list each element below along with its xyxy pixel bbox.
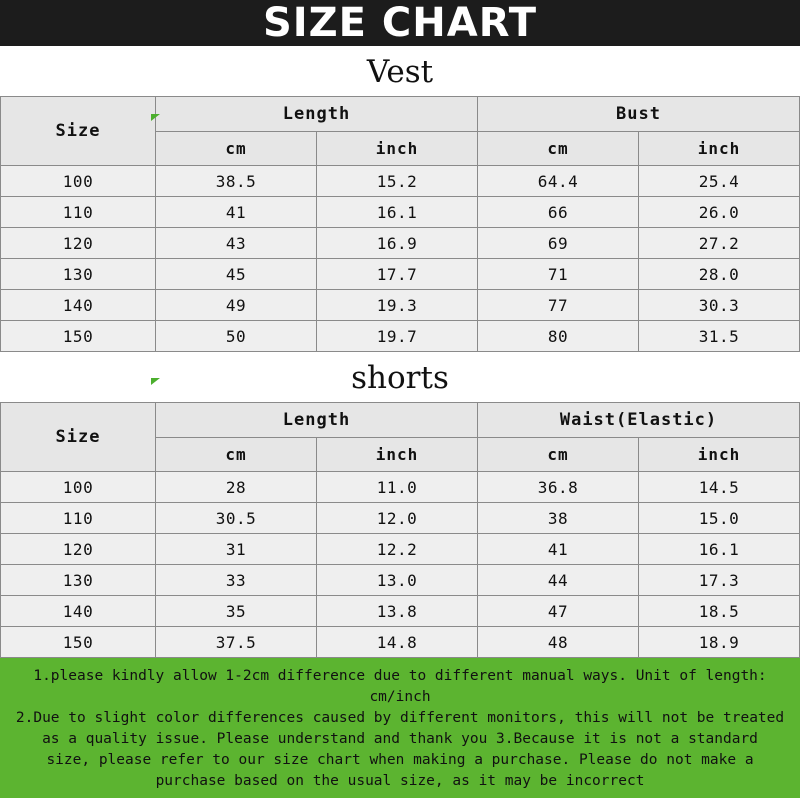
cell-waist-cm: 44 (478, 565, 639, 596)
table-row (1, 565, 800, 596)
cell-waist-inch: 14.5 (639, 472, 800, 503)
cell-length-cm: 49 (156, 290, 317, 321)
note-line: 2.Due to slight color differences caused by different monitors, this will not be treated (15, 710, 785, 726)
table-row (1, 197, 800, 228)
cell-length-inch: 15.2 (317, 166, 478, 197)
cell-length-inch: 19.7 (317, 321, 478, 352)
cell-size: 140 (1, 290, 156, 321)
cell-size: 100 (1, 166, 156, 197)
cell-length-inch: 16.1 (317, 197, 478, 228)
column-header-waist-inch: inch (639, 438, 800, 472)
cell-bust-cm: 77 (478, 290, 639, 321)
section-title-vest: Vest (0, 46, 800, 96)
section-title-shorts: shorts (0, 352, 800, 402)
note-line: size, please refer to our size chart when making a purchase. Please do not make a (46, 752, 754, 768)
table-header-row (1, 97, 800, 132)
table-row (1, 166, 800, 197)
column-header-length-inch: inch (317, 438, 478, 472)
cell-waist-inch: 18.5 (639, 596, 800, 627)
cell-waist-inch: 18.9 (639, 627, 800, 658)
cell-waist-cm: 48 (478, 627, 639, 658)
cell-waist-cm: 36.8 (478, 472, 639, 503)
note-line: 1.please kindly allow 1-2cm difference due to different manual ways. Unit of length: (33, 668, 767, 684)
shorts-size-table (0, 402, 800, 658)
table-row (1, 228, 800, 259)
green-corner-marker-shorts-icon (151, 378, 160, 385)
cell-size: 140 (1, 596, 156, 627)
cell-length-inch: 11.0 (317, 472, 478, 503)
cell-bust-cm: 69 (478, 228, 639, 259)
column-header-length-inch: inch (317, 132, 478, 166)
table-row (1, 596, 800, 627)
cell-length-cm: 45 (156, 259, 317, 290)
cell-length-inch: 13.0 (317, 565, 478, 596)
cell-size: 120 (1, 228, 156, 259)
column-group-waist: Waist(Elastic) (478, 403, 800, 438)
column-header-bust-cm: cm (478, 132, 639, 166)
cell-bust-cm: 80 (478, 321, 639, 352)
cell-size: 130 (1, 565, 156, 596)
cell-bust-inch: 31.5 (639, 321, 800, 352)
cell-waist-cm: 38 (478, 503, 639, 534)
page-title: SIZE CHART (262, 0, 538, 46)
column-header-length-cm: cm (156, 438, 317, 472)
cell-length-inch: 17.7 (317, 259, 478, 290)
column-header-waist-cm: cm (478, 438, 639, 472)
vest-size-table (0, 96, 800, 352)
note-line: purchase based on the usual size, as it may be incorrect (155, 773, 645, 789)
cell-waist-inch: 16.1 (639, 534, 800, 565)
cell-size: 150 (1, 321, 156, 352)
cell-length-inch: 14.8 (317, 627, 478, 658)
cell-size: 100 (1, 472, 156, 503)
cell-length-inch: 12.0 (317, 503, 478, 534)
cell-waist-cm: 47 (478, 596, 639, 627)
cell-size: 150 (1, 627, 156, 658)
cell-size: 120 (1, 534, 156, 565)
cell-waist-inch: 17.3 (639, 565, 800, 596)
cell-length-inch: 12.2 (317, 534, 478, 565)
cell-waist-cm: 41 (478, 534, 639, 565)
cell-bust-inch: 30.3 (639, 290, 800, 321)
cell-length-cm: 33 (156, 565, 317, 596)
cell-bust-cm: 71 (478, 259, 639, 290)
cell-length-inch: 19.3 (317, 290, 478, 321)
cell-length-cm: 37.5 (156, 627, 317, 658)
table-row (1, 503, 800, 534)
column-header-length-cm: cm (156, 132, 317, 166)
cell-bust-cm: 66 (478, 197, 639, 228)
page-header (0, 0, 800, 46)
cell-bust-inch: 27.2 (639, 228, 800, 259)
table-header-row (1, 403, 800, 438)
table-row (1, 472, 800, 503)
cell-length-cm: 30.5 (156, 503, 317, 534)
column-group-length: Length (156, 403, 478, 438)
cell-bust-inch: 26.0 (639, 197, 800, 228)
table-row (1, 259, 800, 290)
cell-length-cm: 41 (156, 197, 317, 228)
cell-waist-inch: 15.0 (639, 503, 800, 534)
column-group-length: Length (156, 97, 478, 132)
cell-size: 110 (1, 197, 156, 228)
note-line: as a quality issue. Please understand and thank you 3.Because it is not a standard (42, 731, 758, 747)
cell-size: 130 (1, 259, 156, 290)
cell-length-cm: 28 (156, 472, 317, 503)
column-group-bust: Bust (478, 97, 800, 132)
cell-size: 110 (1, 503, 156, 534)
cell-length-cm: 35 (156, 596, 317, 627)
column-header-bust-inch: inch (639, 132, 800, 166)
cell-bust-inch: 25.4 (639, 166, 800, 197)
notes-panel (0, 658, 800, 798)
table-row (1, 534, 800, 565)
cell-bust-inch: 28.0 (639, 259, 800, 290)
green-corner-marker-vest-icon (151, 114, 160, 121)
table-row (1, 321, 800, 352)
column-header-size: Size (1, 403, 156, 472)
cell-length-cm: 50 (156, 321, 317, 352)
column-header-size: Size (1, 97, 156, 166)
cell-bust-cm: 64.4 (478, 166, 639, 197)
cell-length-cm: 31 (156, 534, 317, 565)
table-row (1, 627, 800, 658)
note-line: cm/inch (369, 689, 431, 705)
cell-length-inch: 13.8 (317, 596, 478, 627)
cell-length-cm: 38.5 (156, 166, 317, 197)
cell-length-inch: 16.9 (317, 228, 478, 259)
cell-length-cm: 43 (156, 228, 317, 259)
table-row (1, 290, 800, 321)
